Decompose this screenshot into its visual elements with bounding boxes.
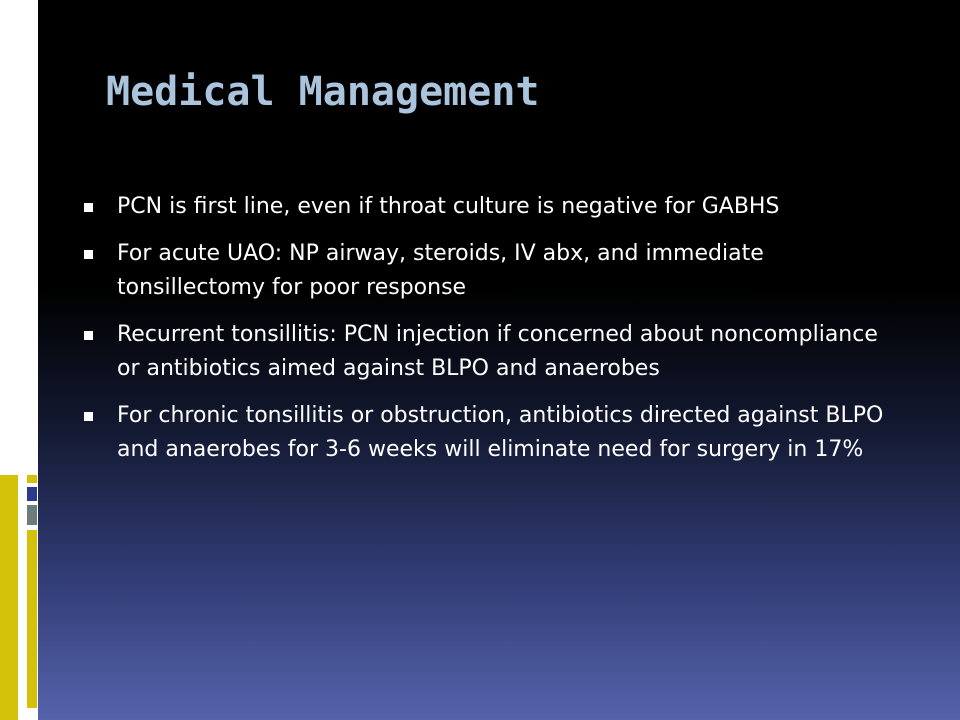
slide-title: Medical Management [106,69,540,115]
bullet-text: For chronic tonsillitis or obstruction, antibiotics directed against BLPO and anaerobes for 3-6 weeks will eliminate need for surgery in 17% [117,403,884,462]
decor-bar-upper-1 [0,0,19,140]
square-bullet-icon [84,318,117,352]
bullet-item [84,318,884,386]
decor-bar-yellow-right [27,530,37,708]
decor-bar-yellow-left [0,475,18,720]
bullet-item [84,190,884,224]
decor-bar-blue-small [27,487,37,501]
square-bullet-icon [84,237,117,271]
square-bullet-icon [84,399,117,433]
bullet-item [84,399,884,467]
bullet-text: For acute UAO: NP airway, steroids, IV abx, and immediate tonsillectomy for poor response [117,241,764,300]
decor-bar-upper-2 [20,0,38,140]
bullet-item [84,237,884,305]
decor-bar-gray-small [27,505,37,525]
bullet-text: Recurrent tonsillitis: PCN injection if concerned about noncompliance or antibiotics aimed against BLPO and anaerobes [117,322,878,381]
square-bullet-icon [84,190,117,224]
bullet-text: PCN is first line, even if throat culture is negative for GABHS [117,194,780,219]
decor-bar-yellow-small [27,475,37,483]
bullet-list [84,190,884,480]
